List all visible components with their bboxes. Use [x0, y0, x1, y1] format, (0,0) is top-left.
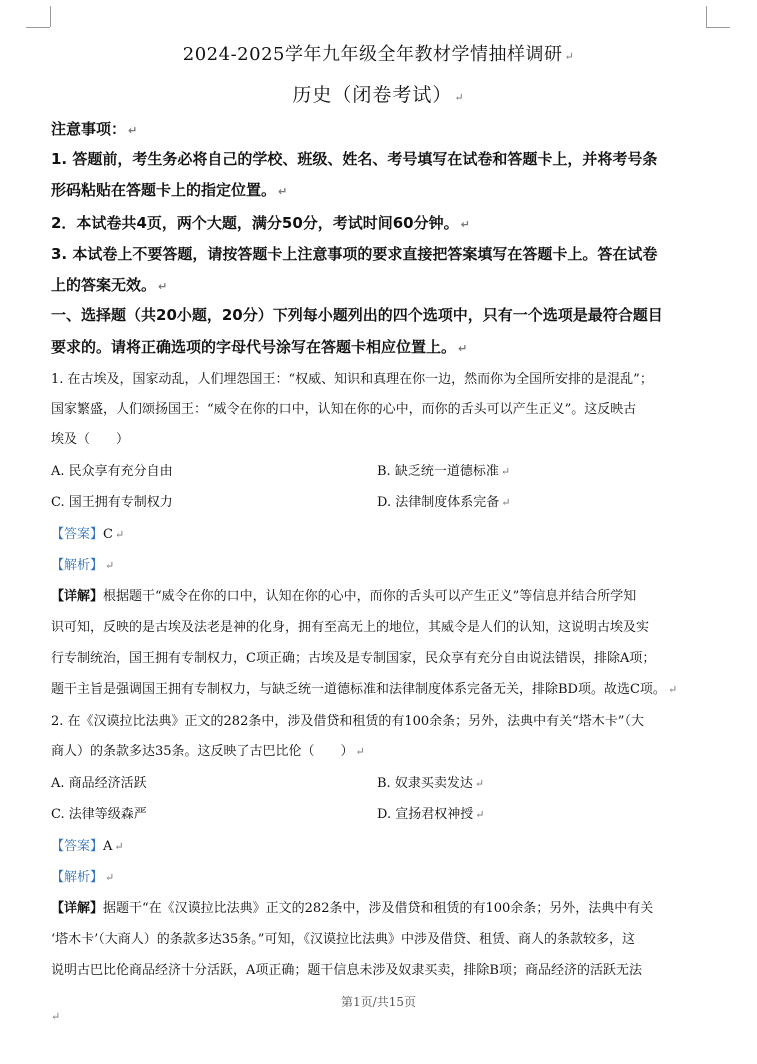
notice-item-1-line-2: 形码粘贴在答题卡上的指定位置。 ↵: [51, 181, 288, 199]
q1-detail-line-4: 题干主旨是强调国王拥有专制权力，与缺乏统一道德标准和法律制度体系完备无关，排除BD项。故选C项。 ↵: [51, 682, 678, 697]
q2-detail-line-1: 【详解】据题干“在《汉谟拉比法典》正文的282条中，涉及借贷和租赁的有100余条；另外，法典中有关: [51, 901, 654, 916]
crop-mark-top-right-horizontal: [706, 27, 730, 28]
notice-item-3-line-2: 上的答案无效。 ↵: [51, 276, 168, 294]
q1-option-b: B. 缺乏统一道德标准 ↵: [377, 464, 511, 479]
section-heading-line-2: 要求的。请将正确选项的字母代号涂写在答题卡相应位置上。 ↵: [51, 338, 468, 356]
q2-option-b: B. 奴隶买卖发达 ↵: [377, 776, 485, 791]
section-heading-line-1: 一、选择题（共20小题，20分）下列每小题列出的四个选项中，只有一个选项是最符合题目: [51, 306, 663, 324]
notice-item-1-line-1: 1. 答题前，考生务必将自己的学校、班级、姓名、考号填写在试卷和答题卡上，并将考号条: [51, 150, 658, 168]
q1-stem-line-1: 1. 在古埃及，国家动乱，人们埋怨国王：“权威、知识和真理在你一边，然而你为全国所安排的是混乱”；: [51, 372, 653, 387]
page-footer: 第1页/共15页: [341, 995, 416, 1009]
q2-stem-line-2: 商人）的条款多达35条。这反映了古巴比伦（ ） ↵: [51, 744, 365, 759]
q1-stem-line-2: 国家繁盛，人们颂扬国王：“威令在你的口中，认知在你的心中，而你的舌头可以产生正义”。这反映古: [51, 402, 637, 417]
notice-heading: 注意事项： ↵: [51, 120, 138, 138]
crop-mark-top-left-horizontal: [26, 27, 50, 28]
document-title: 2024-2025学年九年级全年教材学情抽样调研 ↵: [182, 44, 575, 65]
q2-analysis-tag: 【解析】 ↵: [51, 870, 115, 885]
q2-option-d: D. 宣扬君权神授 ↵: [377, 807, 485, 822]
paragraph-mark: ↵: [51, 1010, 61, 1023]
q2-detail-line-2: ‘塔木卡’（大商人）的条款多达35条。”可知，《汉谟拉比法典》中涉及借贷、租赁、商人的条款较多，这: [51, 932, 635, 947]
q1-answer: 【答案】C ↵: [51, 527, 125, 542]
q2-stem-line-1: 2. 在《汉谟拉比法典》正文的282条中，涉及借贷和租赁的有100余条；另外，法典中有关“塔木卡”（大: [51, 714, 644, 729]
crop-mark-top-right-vertical: [706, 6, 707, 27]
document-subtitle: 历史（闭卷考试） ↵: [292, 84, 465, 106]
q1-option-d: D. 法律制度体系完备 ↵: [377, 495, 511, 510]
q2-answer: 【答案】A ↵: [51, 839, 124, 854]
q1-detail-line-1: 【详解】根据题干“威令在你的口中，认知在你的心中，而你的舌头可以产生正义”等信息并结合所学知: [51, 589, 637, 604]
q1-detail-line-2: 识可知，反映的是古埃及法老是神的化身，拥有至高无上的地位，其威令是人们的认知，这说明古埃及实: [51, 620, 650, 635]
q2-detail-line-3: 说明古巴比伦商品经济十分活跃，A项正确；题干信息未涉及奴隶买卖，排除B项；商品经济的活跃无法: [51, 963, 642, 978]
q2-option-a: A. 商品经济活跃: [51, 776, 147, 791]
crop-mark-top-left-vertical: [50, 6, 51, 27]
q1-detail-line-3: 行专制统治，国王拥有专制权力，C项正确；古埃及是专制国家，民众享有充分自由说法错误，排除A项；: [51, 651, 656, 666]
q1-stem-line-3: 埃及（ ）: [51, 432, 130, 447]
q1-option-a: A. 民众享有充分自由: [51, 464, 173, 479]
notice-item-3-line-1: 3. 本试卷上不要答题，请按答题卡上注意事项的要求直接把答案填写在答题卡上。答在试卷: [51, 245, 658, 263]
q1-analysis-tag: 【解析】 ↵: [51, 558, 115, 573]
q1-option-c: C. 国王拥有专制权力: [51, 495, 173, 510]
notice-item-2: 2．本试卷共4页，两个大题，满分50分，考试时间60分钟。 ↵: [51, 214, 470, 232]
q2-option-c: C. 法律等级森严: [51, 807, 147, 822]
